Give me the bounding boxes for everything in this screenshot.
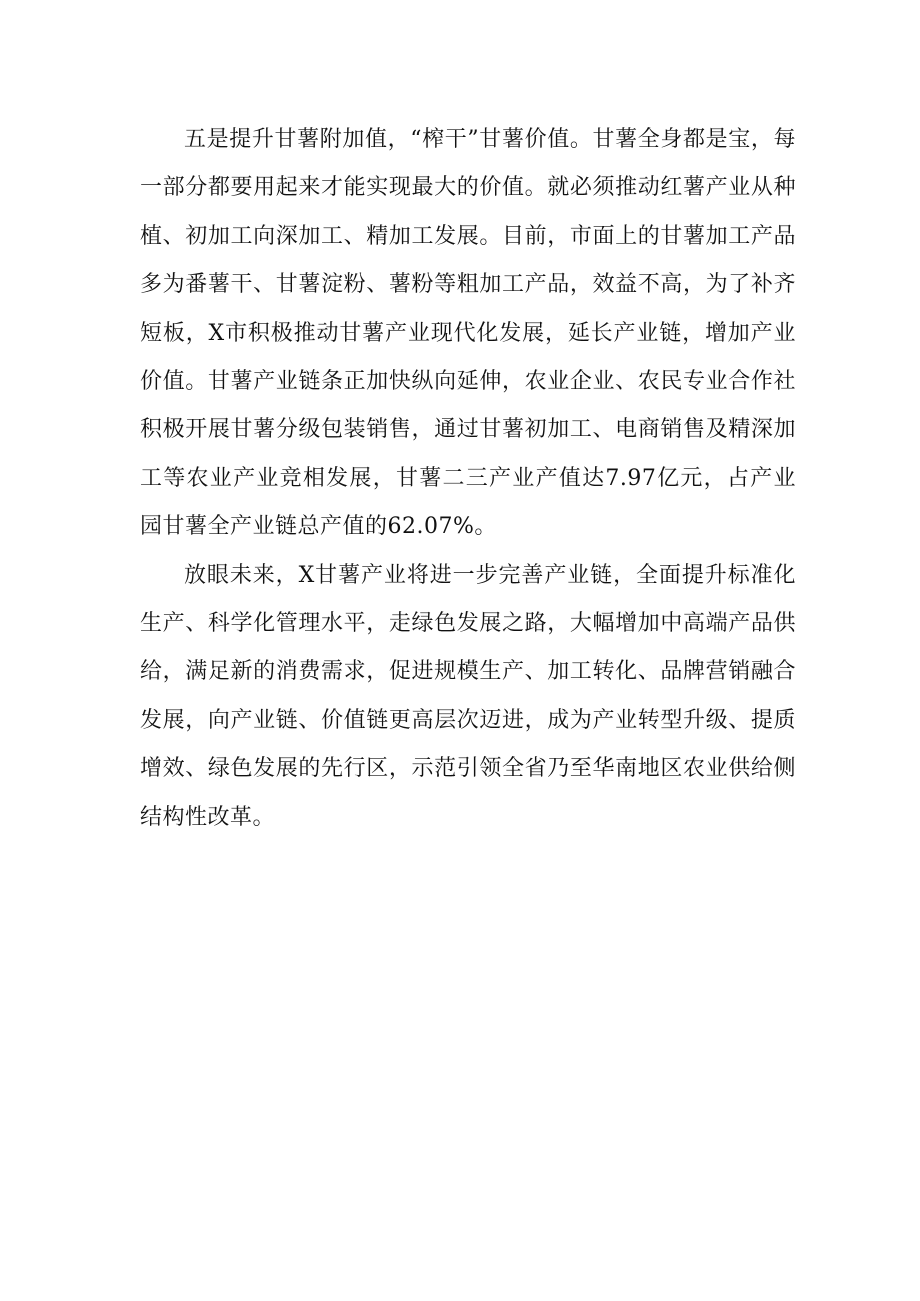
paragraph-sweet-potato-value-chain: 五是提升甘薯附加值，“榨干”甘薯价值。甘薯全身都是宝，每一部分都要用起来才能实现最大的价值。就必须推动红薯产业从种植、初加工向深加工、精加工发展。目前，市面上的甘薯加工产品多为番薯干、甘薯淀粉、薯粉等粗加工产品，效益不高，为了补齐短板，X市积极推动甘薯产业现代化发展，延长产业链，增加产业价值。甘薯产业链条正加快纵向延伸，农业企业、农民专业合作社积极开展甘薯分级包装销售，通过甘薯初加工、电商销售及精深加工等农业产业竞相发展，甘薯二三产业产值达7.97亿元，占产业园甘薯全产业链总产值的62.07%。	[140, 127, 796, 540]
paragraph-future-outlook: 放眼未来，X甘薯产业将进一步完善产业链，全面提升标准化生产、科学化管理水平，走绿色发展之路，大幅增加中高端产品供给，满足新的消费需求，促进规模生产、加工转化、品牌营销融合发展，向产业链、价值链更高层次迈进，成为产业转型升级、提质增效、绿色发展的先行区，示范引领全省乃至华南地区农业供给侧结构性改革。	[140, 562, 796, 830]
document-body	[140, 116, 796, 842]
